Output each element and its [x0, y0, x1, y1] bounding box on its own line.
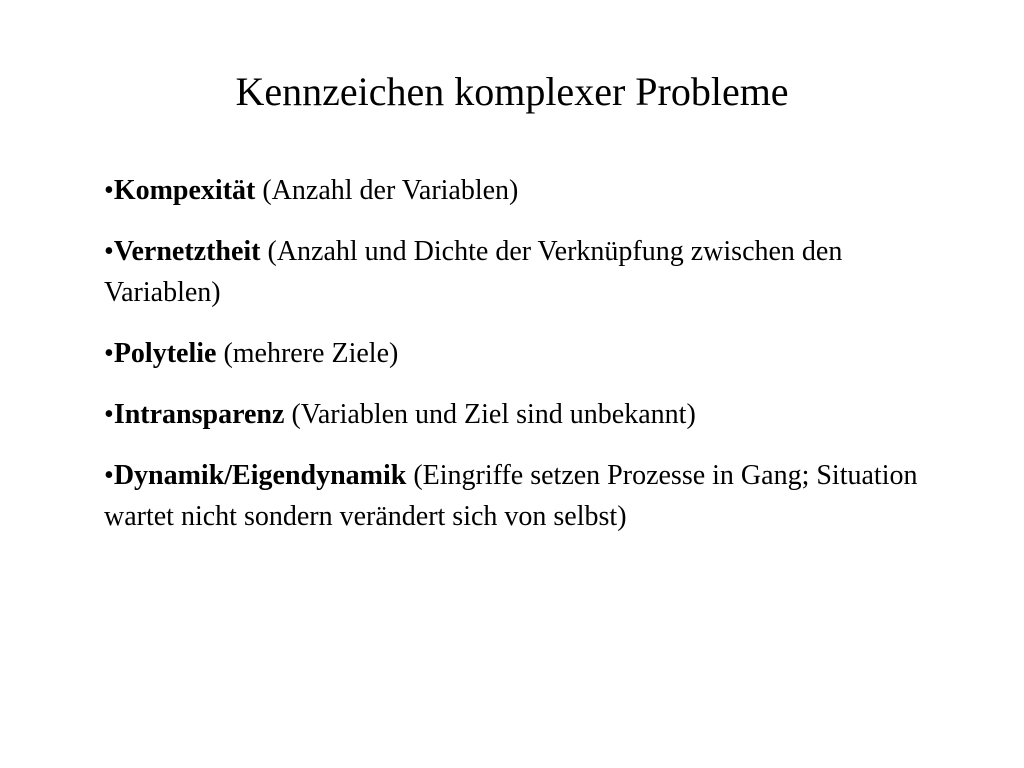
bullet-term: Kompexität	[113, 175, 256, 206]
bullet-term: Vernetztheit	[113, 236, 261, 267]
slide-title: Kennzeichen komplexer Probleme	[235, 69, 789, 114]
bullet-item-intransparenz	[104, 394, 964, 435]
bullet-item-vernetztheit	[104, 231, 964, 313]
bullet-term: Intransparenz	[113, 399, 285, 430]
bullet-term: Dynamik/Eigendynamik	[113, 460, 407, 491]
bullet-description: (Anzahl der Variablen)	[262, 175, 519, 206]
bullet-description: (Variablen und Ziel sind unbekannt)	[291, 399, 696, 430]
bullet-term: Polytelie	[113, 338, 217, 369]
bullet-item-polytelie	[104, 333, 964, 374]
bullet-list	[104, 170, 964, 557]
bullet-item-komplexitaet	[104, 170, 964, 211]
bullet-item-dynamik	[104, 455, 964, 537]
bullet-marker: •	[104, 399, 114, 430]
bullet-marker: •	[104, 236, 114, 267]
bullet-marker: •	[104, 338, 114, 369]
bullet-description: (mehrere Ziele)	[223, 338, 399, 369]
bullet-marker: •	[104, 460, 114, 491]
bullet-description: (Eingriffe setzen Prozesse in Gang; Situation wartet nicht sondern verändert sich von selbst)	[104, 460, 918, 532]
bullet-marker: •	[104, 175, 114, 206]
bullet-description: (Anzahl und Dichte der Verknüpfung zwischen den Variablen)	[104, 236, 843, 308]
